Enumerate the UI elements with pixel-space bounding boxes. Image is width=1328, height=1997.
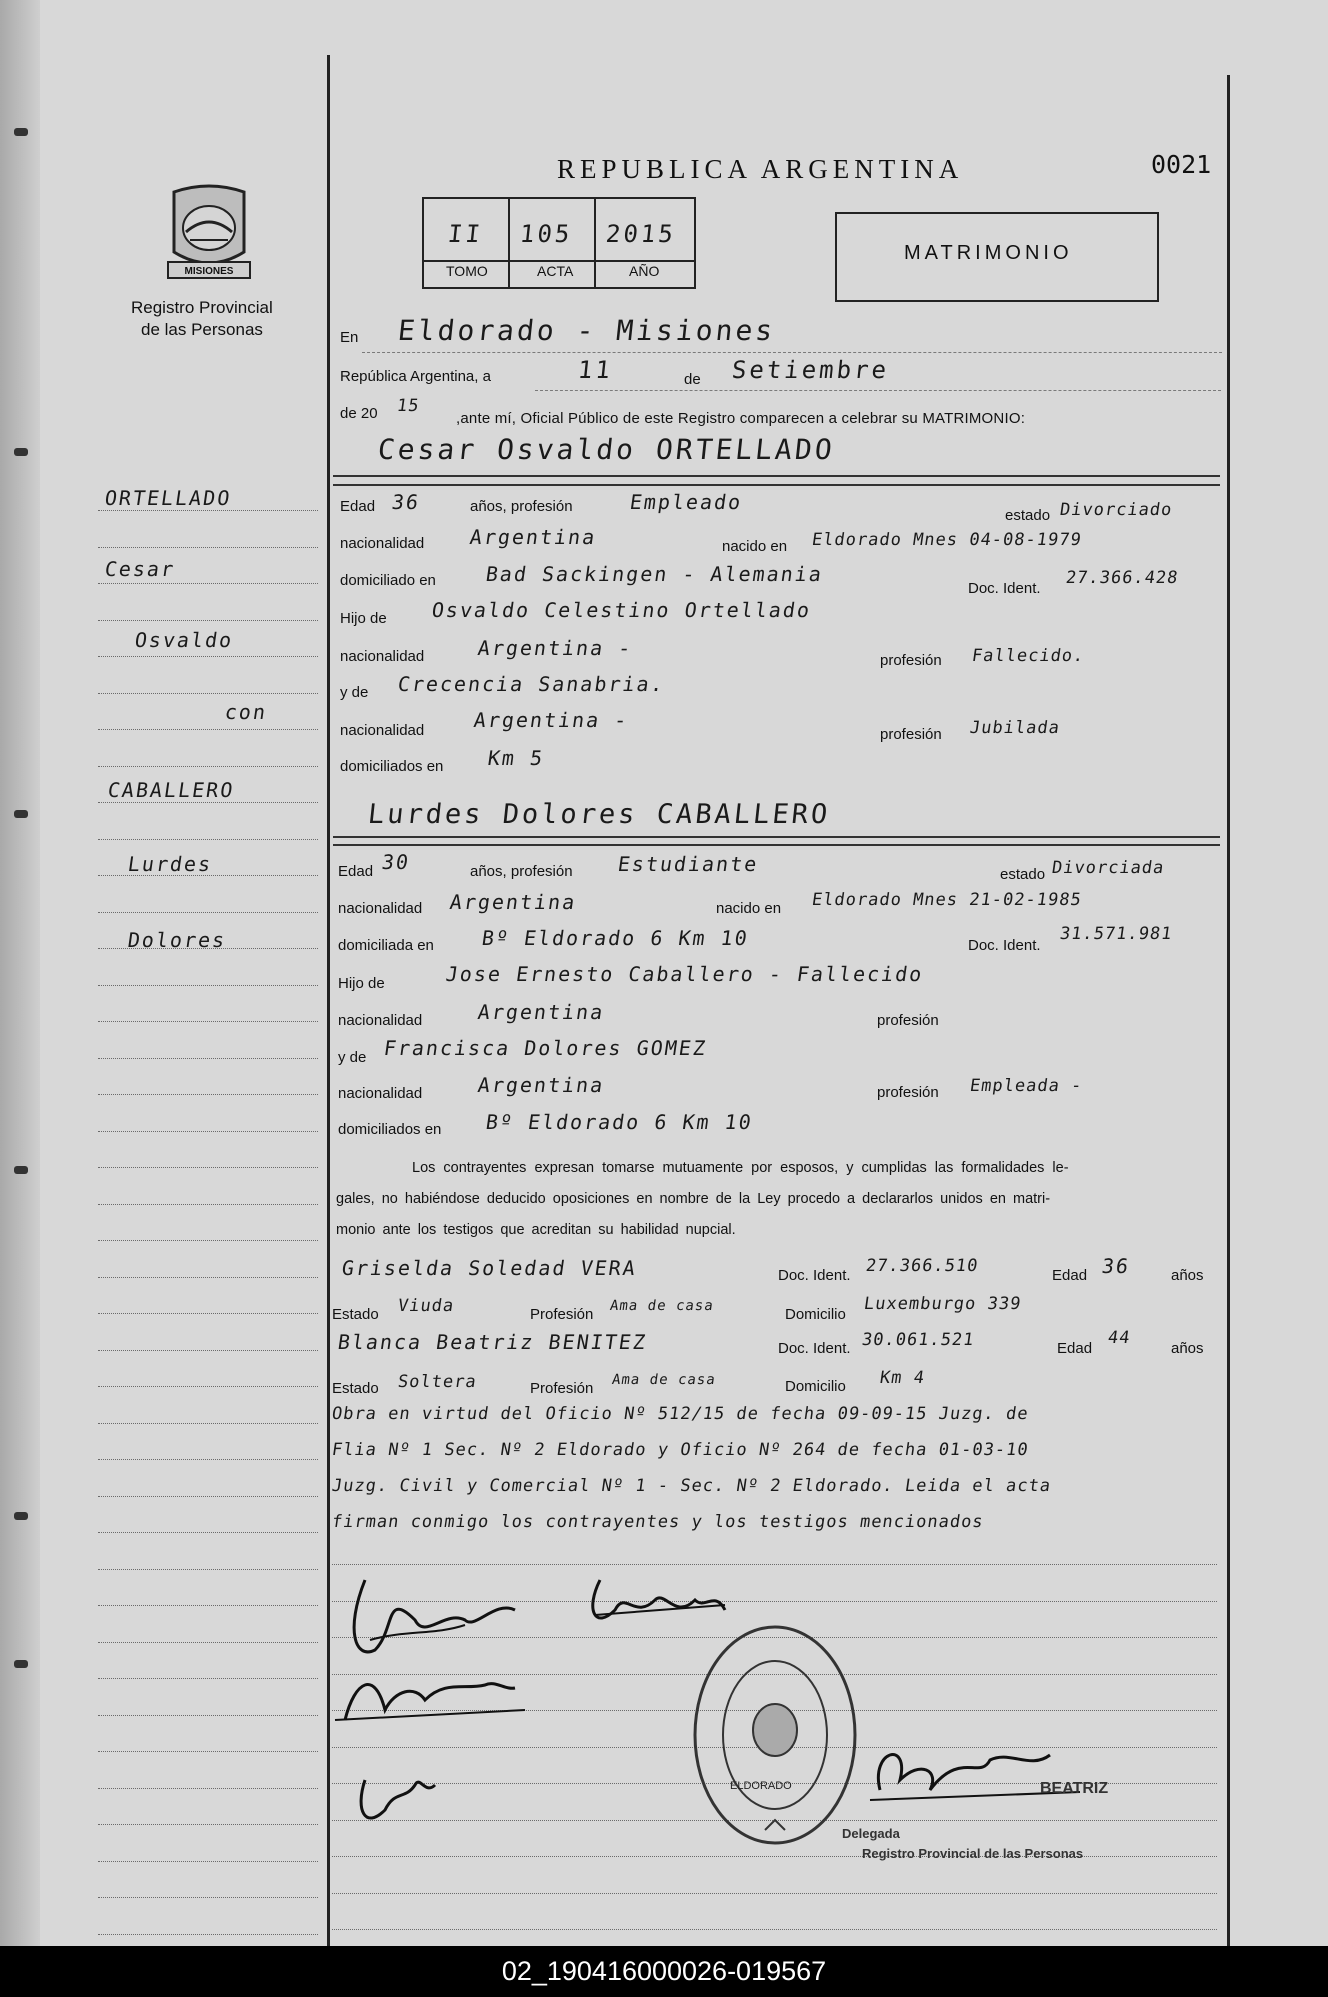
note-line-3: Juzg. Civil y Comercial Nº 1 - Sec. Nº 2 Eldorado. Leida el acta bbox=[330, 1476, 1053, 1496]
bride-doc: 31.571.981 bbox=[1058, 924, 1174, 944]
witness-2-age: 44 bbox=[1106, 1328, 1132, 1348]
bride-domicile: Bº Eldorado 6 Km 10 bbox=[480, 926, 751, 950]
tomo-value: II bbox=[446, 220, 485, 248]
witness-1-doc-label: Doc. Ident. bbox=[778, 1267, 851, 1284]
witness-2-doc: 30.061.521 bbox=[860, 1330, 976, 1350]
groom-doms-label: domiciliados en bbox=[340, 758, 444, 775]
margin-rule bbox=[98, 766, 318, 768]
witness-2-estado-label: Estado bbox=[332, 1380, 379, 1397]
bride-doc-label: Doc. Ident. bbox=[968, 937, 1041, 954]
groom-doc-label: Doc. Ident. bbox=[968, 580, 1041, 597]
margin-rule bbox=[98, 1277, 318, 1279]
margin-rule bbox=[98, 620, 318, 622]
groom-father-prof-label: profesión bbox=[880, 652, 942, 669]
margin-rule bbox=[98, 1350, 318, 1352]
margin-rule bbox=[98, 912, 318, 914]
margin-rule bbox=[98, 1496, 318, 1498]
bride-mother-prof-label: profesión bbox=[877, 1084, 939, 1101]
note-line-2: Flia Nº 1 Sec. Nº 2 Eldorado y Oficio Nº 264 de fecha 01-03-10 bbox=[330, 1440, 1030, 1460]
witness-1-dom-label: Domicilio bbox=[785, 1306, 846, 1323]
binder-ring bbox=[14, 810, 28, 818]
bride-estado-label: estado bbox=[1000, 866, 1046, 883]
margin-rule bbox=[98, 1459, 318, 1461]
bride-full-name: Lurdes Dolores CABALLERO bbox=[366, 799, 832, 830]
officer-registry: Registro Provincial de las Personas bbox=[862, 1846, 1084, 1861]
groom-dom-label: domiciliado en bbox=[340, 572, 436, 589]
anio-label: AÑO bbox=[629, 263, 660, 279]
bride-mother: Francisca Dolores GOMEZ bbox=[382, 1036, 709, 1060]
groom-estado-label: estado bbox=[1005, 507, 1051, 524]
margin-rule bbox=[98, 547, 318, 549]
margin-rule bbox=[98, 1094, 318, 1096]
place: Eldorado - Misiones bbox=[396, 314, 778, 347]
groom-edad-label: Edad bbox=[340, 498, 376, 515]
officer-title: Delegada bbox=[842, 1826, 900, 1841]
margin-rule bbox=[98, 729, 318, 731]
groom-mother: Crecencia Sanabria. bbox=[396, 672, 667, 696]
groom-father-profession: Fallecido. bbox=[970, 646, 1086, 666]
witness-1-name: Griselda Soledad VERA bbox=[340, 1256, 639, 1280]
body-rule bbox=[332, 1856, 1217, 1858]
margin-rule bbox=[98, 656, 318, 658]
witness-2-dom-label: Domicilio bbox=[785, 1378, 846, 1395]
registry-name-2: de las Personas bbox=[141, 320, 263, 339]
margin-rule bbox=[98, 1824, 318, 1826]
margin-rule bbox=[98, 1861, 318, 1863]
tomo-label: TOMO bbox=[446, 263, 488, 279]
groom-father: Osvaldo Celestino Ortellado bbox=[430, 598, 813, 622]
declaration-line-1: Los contrayentes expresan tomarse mutuamente por esposos, y cumplidas las formalidades le- bbox=[412, 1160, 1069, 1176]
groom-nacido-label: nacido en bbox=[722, 538, 788, 555]
margin-name-1a: Cesar bbox=[103, 557, 177, 581]
witness-2-estado: Soltera bbox=[396, 1372, 479, 1392]
margin-rule bbox=[98, 1167, 318, 1169]
margin-rule bbox=[98, 985, 318, 987]
margin-rule bbox=[98, 1678, 318, 1680]
margin-rule bbox=[98, 1058, 318, 1060]
de-label: de bbox=[684, 371, 701, 388]
bride-anos-label: años, profesión bbox=[470, 863, 573, 880]
groom-domicile: Bad Sackingen - Alemania bbox=[484, 562, 825, 586]
stamp-center-text: ELDORADO bbox=[730, 1780, 792, 1792]
svg-text:MISIONES: MISIONES bbox=[184, 266, 234, 277]
month: Setiembre bbox=[730, 356, 891, 384]
margin-rule bbox=[98, 1204, 318, 1206]
groom-mother-nac-label: nacionalidad bbox=[340, 722, 425, 739]
groom-mother-prof-label: profesión bbox=[880, 726, 942, 743]
witness-2-doc-label: Doc. Ident. bbox=[778, 1340, 851, 1357]
margin-rule bbox=[98, 1386, 318, 1388]
margin-rule bbox=[98, 839, 318, 841]
margin-rule bbox=[98, 948, 318, 950]
bride-dom-label: domiciliada en bbox=[338, 937, 434, 954]
groom-estado: Divorciado bbox=[1058, 500, 1174, 520]
bride-yde-label: y de bbox=[338, 1049, 367, 1066]
groom-mother-profession: Jubilada bbox=[968, 718, 1062, 738]
margin-rule bbox=[98, 510, 318, 512]
bride-birth: Eldorado Mnes 21-02-1985 bbox=[810, 890, 1084, 910]
margin-rule bbox=[98, 1897, 318, 1899]
margin-rule bbox=[98, 1751, 318, 1753]
bride-nationality: Argentina bbox=[448, 890, 579, 914]
margin-rule bbox=[98, 1131, 318, 1133]
witness-2-prof-label: Profesión bbox=[530, 1380, 594, 1397]
margin-con: con bbox=[223, 700, 269, 724]
binder-ring bbox=[14, 1166, 28, 1174]
margin-rule bbox=[98, 1423, 318, 1425]
officer-name: BEATRIZ bbox=[1040, 1780, 1109, 1797]
witness-1-doc: 27.366.510 bbox=[864, 1256, 980, 1276]
witness-1-edad-label: Edad bbox=[1052, 1267, 1088, 1284]
bride-father-nationality: Argentina bbox=[476, 1000, 607, 1024]
witness-2-edad-label: Edad bbox=[1057, 1340, 1093, 1357]
margin-rule bbox=[98, 1605, 318, 1607]
acta-label: ACTA bbox=[537, 263, 574, 279]
margin-name-2b: Dolores bbox=[126, 928, 228, 952]
bride-parents-domicile: Bº Eldorado 6 Km 10 bbox=[484, 1110, 755, 1134]
groom-yde-label: y de bbox=[340, 684, 369, 701]
province-seal bbox=[160, 182, 258, 286]
witness-1-estado: Viuda bbox=[396, 1296, 456, 1316]
margin-rule bbox=[98, 1642, 318, 1644]
groom-anos-label: años, profesión bbox=[470, 498, 573, 515]
margin-rule bbox=[98, 802, 318, 804]
margin-surname-1: ORTELLADO bbox=[103, 486, 234, 510]
bride-nac-label: nacionalidad bbox=[338, 900, 423, 917]
bride-father-prof-label: profesión bbox=[877, 1012, 939, 1029]
groom-hijo-label: Hijo de bbox=[340, 610, 387, 627]
witness-1-domicile: Luxemburgo 339 bbox=[862, 1294, 1023, 1314]
acta-value: 105 bbox=[518, 220, 574, 248]
bride-mother-nac-label: nacionalidad bbox=[338, 1085, 423, 1102]
binder-ring bbox=[14, 448, 28, 456]
page-binding bbox=[0, 0, 40, 1946]
witness-2-name: Blanca Beatriz BENITEZ bbox=[336, 1330, 649, 1354]
declaration-line-2: gales, no habiéndose deducido oposiciones en nombre de la Ley procedo a declararlos unidos en matri- bbox=[336, 1191, 1051, 1207]
groom-birth: Eldorado Mnes 04-08-1979 bbox=[810, 530, 1084, 550]
bride-estado: Divorciada bbox=[1050, 858, 1166, 878]
note-line-1: Obra en virtud del Oficio Nº 512/15 de fecha 09-09-15 Juzg. de bbox=[330, 1404, 1030, 1424]
margin-name-2a: Lurdes bbox=[126, 852, 214, 876]
bride-doms-label: domiciliados en bbox=[338, 1121, 442, 1138]
margin-rule bbox=[98, 693, 318, 695]
declaration-line-3: monio ante los testigos que acreditan su habilidad nupcial. bbox=[336, 1222, 736, 1238]
groom-age: 36 bbox=[390, 490, 422, 514]
body-rule bbox=[332, 1929, 1217, 1931]
bride-mother-profession: Empleada - bbox=[968, 1076, 1084, 1096]
margin-rule bbox=[98, 875, 318, 877]
binder-ring bbox=[14, 1660, 28, 1668]
file-id-bar: 02_190416000026-019567 bbox=[0, 1946, 1328, 1997]
body-rule bbox=[332, 1564, 1217, 1566]
right-border bbox=[1227, 75, 1230, 1946]
margin-rule bbox=[98, 1240, 318, 1242]
officer-signature bbox=[860, 1730, 1110, 1820]
margin-rule bbox=[98, 1934, 318, 1936]
bride-hijo-label: Hijo de bbox=[338, 975, 385, 992]
bride-mother-nationality: Argentina bbox=[476, 1073, 607, 1097]
bride-father: Jose Ernesto Caballero - Fallecido bbox=[444, 962, 926, 986]
year-prefix: de 20 bbox=[340, 405, 378, 422]
groom-parents-domicile: Km 5 bbox=[486, 746, 546, 770]
page-number: 0021 bbox=[1151, 150, 1212, 179]
witness-2-anos-label: años bbox=[1171, 1340, 1204, 1357]
margin-rule bbox=[98, 1021, 318, 1023]
margin-rule bbox=[98, 1569, 318, 1571]
margin-rule bbox=[98, 1788, 318, 1790]
note-line-4: firman conmigo los contrayentes y los testigos mencionados bbox=[330, 1512, 986, 1532]
groom-father-nac-label: nacionalidad bbox=[340, 648, 425, 665]
groom-nationality: Argentina bbox=[468, 525, 599, 549]
margin-rule bbox=[98, 1313, 318, 1315]
bride-father-nac-label: nacionalidad bbox=[338, 1012, 423, 1029]
groom-doc: 27.366.428 bbox=[1064, 568, 1180, 588]
republica-label: República Argentina, a bbox=[340, 368, 491, 385]
binder-ring bbox=[14, 1512, 28, 1520]
groom-full-name: Cesar Osvaldo ORTELLADO bbox=[376, 433, 837, 466]
country-title: REPUBLICA ARGENTINA bbox=[557, 154, 964, 184]
margin-rule bbox=[98, 1532, 318, 1534]
binder-ring bbox=[14, 128, 28, 136]
year-suffix: 15 bbox=[395, 396, 421, 416]
groom-father-nationality: Argentina - bbox=[476, 636, 635, 660]
witness-1-profession: Ama de casa bbox=[608, 1298, 715, 1314]
groom-profession: Empleado bbox=[628, 490, 745, 514]
witness-1-anos-label: años bbox=[1171, 1267, 1204, 1284]
registry-name: Registro Provincial bbox=[131, 298, 273, 317]
witness-1-age: 36 bbox=[1100, 1254, 1132, 1278]
margin-rule bbox=[98, 583, 318, 585]
day: 11 bbox=[576, 356, 615, 384]
official-stamp bbox=[690, 1620, 860, 1850]
witness-2-domicile: Km 4 bbox=[878, 1368, 927, 1388]
bride-age: 30 bbox=[380, 850, 412, 874]
en-label: En bbox=[340, 329, 359, 346]
bride-edad-label: Edad bbox=[338, 863, 374, 880]
record-type: MATRIMONIO bbox=[904, 242, 1073, 264]
witness-2-profession: Ama de casa bbox=[610, 1372, 717, 1388]
bride-profession: Estudiante bbox=[616, 852, 761, 876]
body-rule bbox=[332, 1893, 1217, 1895]
bride-nacido-label: nacido en bbox=[716, 900, 782, 917]
witness-1-estado-label: Estado bbox=[332, 1306, 379, 1323]
margin-surname-2: CABALLERO bbox=[106, 778, 237, 802]
intro-text: ,ante mí, Oficial Público de este Registro comparecen a celebrar su MATRIMONIO: bbox=[456, 410, 1026, 427]
anio-value: 2015 bbox=[604, 220, 678, 248]
groom-mother-nationality: Argentina - bbox=[472, 708, 631, 732]
margin-name-1b: Osvaldo bbox=[133, 628, 235, 652]
margin-rule bbox=[98, 1715, 318, 1717]
groom-nac-label: nacionalidad bbox=[340, 535, 425, 552]
witness-1-prof-label: Profesión bbox=[530, 1306, 594, 1323]
